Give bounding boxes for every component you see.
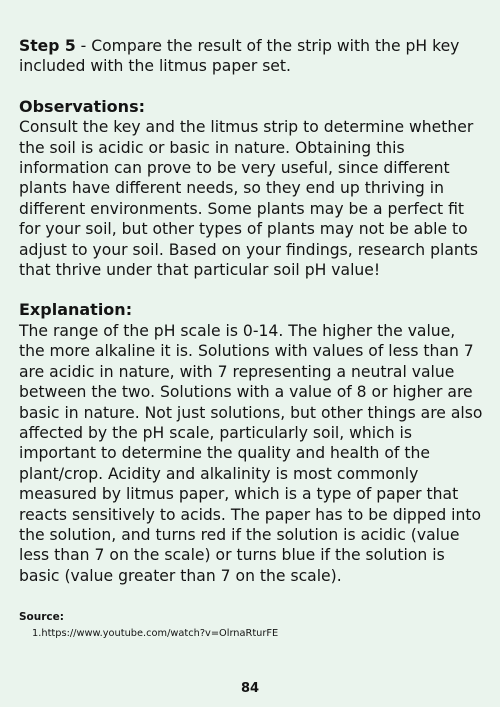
- step-5-label: Step 5: [19, 37, 76, 55]
- observations-section: [19, 97, 485, 281]
- document-page: [19, 36, 485, 640]
- source-item: [32, 627, 485, 640]
- explanation-section: [19, 300, 485, 586]
- source-link[interactable]: https://www.youtube.com/watch?v=OlrnaRturFE: [41, 628, 279, 640]
- step-5-paragraph: [19, 36, 485, 77]
- source-section: [19, 610, 485, 640]
- source-label: Source:: [19, 611, 64, 624]
- page-number: 84: [240, 681, 260, 696]
- source-list: [19, 627, 485, 640]
- source-item-number: 1.: [32, 628, 42, 640]
- observations-heading: Observations:: [19, 96, 145, 116]
- observations-text: Consult the key and the litmus strip to determine whether the soil is acidic or basic in nature. Obtaining this information can prove to be very useful, since different plants have different needs, so they end up thriving in different environments. Some plants may be a perfect fit for your soil, but other types of plants may not be able to adjust to your soil. Based on your findings, research plants that thrive under that particular soil pH value!: [19, 118, 479, 280]
- step-5-text: - Compare the result of the strip with the pH key included with the litmus paper set.: [19, 37, 460, 76]
- explanation-heading: Explanation:: [19, 300, 133, 320]
- explanation-text: The range of the pH scale is 0-14. The higher the value, the more alkaline it is. Solutions with values of less than 7 are acidic in nature, with 7 representing a neutral value between the two. Solutions with a value of 8 or higher are basic in nature. Not just solutions, but other things are also affected by the pH scale, particularly soil, which is important to determine the quality and health of the plant/crop. Acidity and alkalinity is most commonly measured by litmus paper, which is a type of paper that reacts sensitively to acids. The paper has to be dipped into the solution, and turns red if the solution is acidic (value less than 7 on the scale) or turns blue if the solution is basic (value greater than 7 on the scale).: [19, 321, 483, 585]
